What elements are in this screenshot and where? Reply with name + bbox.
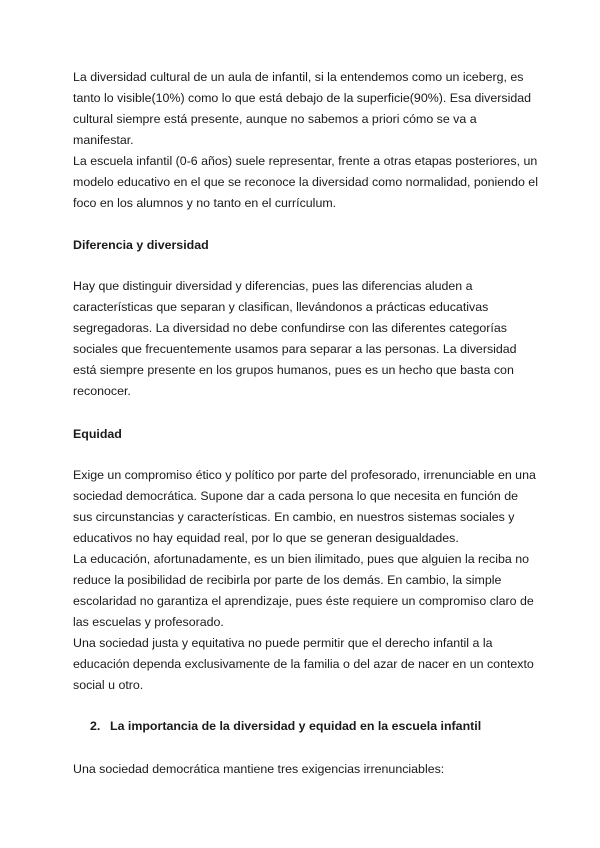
text-line: Exige un compromiso ético y político por parte del profesorado, irrenunciable en una	[73, 468, 536, 482]
text-line: Hay que distinguir diversidad y diferencias, pues las diferencias aluden a	[73, 279, 473, 293]
section-number: 2.	[90, 719, 101, 733]
text-line: modelo educativo en el que se reconoce la diversidad como normalidad, poniendo el	[73, 175, 538, 189]
intro-paragraph	[73, 67, 543, 214]
heading-diferencia-diversidad: Diferencia y diversidad	[73, 238, 209, 252]
text-line: características que separan y clasifican, llevándonos a prácticas educativas	[73, 300, 489, 314]
text-line: está siempre presente en los grupos humanos, pues es un hecho que basta con	[73, 363, 514, 377]
diversity-paragraph	[73, 276, 543, 402]
text-line: La educación, afortunadamente, es un bien ilimitado, pues que alguien la reciba no	[73, 552, 530, 566]
text-line: reconocer.	[73, 384, 131, 398]
text-line: cultural siempre está presente, aunque no sabemos a priori cómo se va a	[73, 112, 477, 126]
equity-paragraph	[73, 465, 543, 696]
text-line: tanto lo visible(10%) como lo que está debajo de la superficie(90%). Esa diversidad	[73, 91, 532, 105]
text-line: reduce la posibilidad de recibirla por parte de los demás. En cambio, la simple	[73, 573, 502, 587]
text-line: educativos no hay equidad real, por lo que se generan desigualdades.	[73, 531, 459, 545]
text-line: manifestar.	[73, 133, 134, 147]
heading-equidad: Equidad	[73, 427, 122, 441]
text-line: foco en los alumnos y no tanto en el currículum.	[73, 196, 337, 210]
text-line: sociedad democrática. Supone dar a cada persona lo que necesita en función de	[73, 489, 518, 503]
section-2-heading	[90, 716, 481, 737]
text-line: social u otro.	[73, 678, 144, 692]
text-line: sociales que frecuentemente usamos para separar a las personas. La diversidad	[73, 342, 517, 356]
text-line: educación dependa exclusivamente de la familia o del azar de nacer en un contexto	[73, 657, 534, 671]
section-title: La importancia de la diversidad y equidad en la escuela infantil	[110, 719, 482, 733]
text-line: escolaridad no garantiza el aprendizaje, pues éste requiere un compromiso claro de	[73, 594, 534, 608]
text-line: Una sociedad justa y equitativa no puede permitir que el derecho infantil a la	[73, 636, 493, 650]
democratic-society-paragraph	[73, 759, 543, 780]
text-line: segregadoras. La diversidad no debe confundirse con las diferentes categorías	[73, 321, 507, 335]
text-line: Una sociedad democrática mantiene tres exigencias irrenunciables:	[73, 762, 445, 776]
text-line: sus circunstancias y características. En cambio, en nuestros sistemas sociales y	[73, 510, 515, 524]
text-line: La escuela infantil (0-6 años) suele representar, frente a otras etapas posteriores, un	[73, 154, 538, 168]
text-line: La diversidad cultural de un aula de infantil, si la entendemos como un iceberg, es	[73, 70, 524, 84]
text-line: las escuelas y profesorado.	[73, 615, 224, 629]
